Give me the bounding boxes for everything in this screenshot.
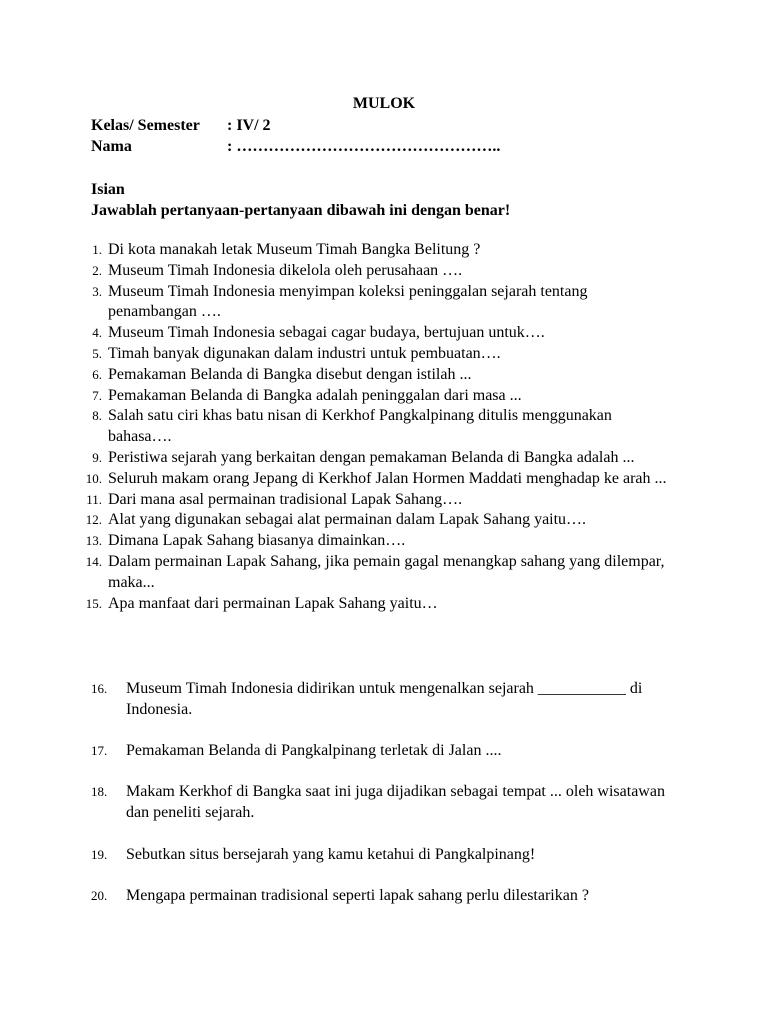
question-item bbox=[0, 323, 768, 344]
question-text: Pemakaman Belanda di Bangka disebut dengan istilah ... bbox=[108, 365, 472, 383]
question-item bbox=[0, 552, 768, 594]
essay-item bbox=[0, 886, 768, 907]
question-item bbox=[0, 261, 768, 282]
question-number: 19. bbox=[91, 847, 108, 862]
question-text: Di kota manakah letak Museum Timah Bangka Belitung ? bbox=[108, 241, 481, 258]
question-number: 2. bbox=[92, 262, 102, 278]
instruction-text: Jawablah pertanyaan-pertanyaan dibawah ini dengan benar! bbox=[91, 202, 511, 219]
section-title: Isian bbox=[91, 181, 125, 198]
essay-item bbox=[0, 845, 768, 866]
page-title: MULOK bbox=[352, 95, 416, 112]
question-text: Sebutkan situs bersejarah yang kamu ketahui di Pangkalpinang! bbox=[126, 846, 536, 863]
question-item bbox=[0, 490, 768, 511]
question-text: Peristiwa sejarah yang berkaitan dengan pemakaman Belanda di Bangka adalah ... bbox=[108, 448, 635, 466]
question-text: Museum Timah Indonesia menyimpan koleksi peninggalan sejarah tentang penambangan …. bbox=[108, 282, 588, 321]
essay-item bbox=[0, 679, 768, 721]
question-text: Timah banyak digunakan dalam industri untuk pembuatan…. bbox=[108, 344, 501, 362]
question-text: Salah satu ciri khas batu nisan di Kerkhof Pangkalpinang ditulis menggunakan bahasa…. bbox=[108, 407, 612, 446]
question-number: 13. bbox=[85, 533, 102, 549]
question-text: Seluruh makam orang Jepang di Kerkhof Jalan Hormen Maddati menghadap ke arah ... bbox=[108, 469, 667, 487]
question-item bbox=[0, 282, 768, 324]
question-number: 15. bbox=[85, 595, 102, 611]
question-text: Museum Timah Indonesia sebagai cagar budaya, bertujuan untuk…. bbox=[108, 324, 545, 342]
essay-item bbox=[0, 782, 768, 824]
question-number: 8. bbox=[92, 408, 102, 424]
question-item bbox=[0, 531, 768, 552]
question-text: Mengapa permainan tradisional seperti lapak sahang perlu dilestarikan ? bbox=[126, 887, 589, 904]
question-number: 17. bbox=[91, 743, 108, 758]
question-number: 20. bbox=[91, 888, 108, 903]
class-semester-label: Kelas/ Semester bbox=[91, 117, 200, 134]
question-text: Museum Timah Indonesia didirikan untuk mengenalkan sejarah ___________ di Indonesia. bbox=[126, 680, 643, 718]
question-item bbox=[0, 448, 768, 469]
question-item bbox=[0, 344, 768, 365]
question-text: Dalam permainan Lapak Sahang, jika pemain gagal menangkap sahang yang dilempar, maka... bbox=[108, 552, 665, 591]
question-text: Museum Timah Indonesia dikelola oleh perusahaan …. bbox=[108, 261, 463, 279]
question-number: 10. bbox=[85, 470, 102, 486]
question-list bbox=[0, 240, 768, 614]
question-number: 18. bbox=[91, 784, 108, 799]
class-semester-value: : IV/ 2 bbox=[227, 117, 271, 134]
question-text: Dimana Lapak Sahang biasanya dimainkan…. bbox=[108, 532, 406, 550]
essay-item bbox=[0, 741, 768, 762]
question-number: 11. bbox=[86, 491, 102, 507]
question-item bbox=[0, 469, 768, 490]
name-label: Nama bbox=[91, 138, 132, 155]
question-text: Alat yang digunakan sebagai alat permainan dalam Lapak Sahang yaitu…. bbox=[108, 511, 587, 529]
question-number: 6. bbox=[92, 366, 102, 382]
name-value: : ………………………………………….. bbox=[227, 138, 501, 155]
question-item bbox=[0, 510, 768, 531]
question-number: 7. bbox=[92, 387, 102, 403]
question-number: 3. bbox=[92, 283, 102, 299]
question-number: 14. bbox=[85, 553, 102, 569]
question-text: Pemakaman Belanda di Bangka adalah peninggalan dari masa ... bbox=[108, 386, 522, 404]
question-number: 12. bbox=[85, 512, 102, 528]
question-number: 5. bbox=[92, 345, 102, 361]
question-number: 9. bbox=[92, 449, 102, 465]
question-number: 16. bbox=[91, 681, 108, 696]
question-item bbox=[0, 240, 768, 261]
question-text: Pemakaman Belanda di Pangkalpinang terletak di Jalan .... bbox=[126, 742, 502, 759]
question-item bbox=[0, 594, 768, 615]
question-text: Dari mana asal permainan tradisional Lapak Sahang…. bbox=[108, 490, 463, 508]
question-text: Makam Kerkhof di Bangka saat ini juga dijadikan sebagai tempat ... oleh wisatawan dan peneliti sejarah. bbox=[126, 783, 665, 821]
question-number: 4. bbox=[92, 325, 102, 341]
question-item bbox=[0, 386, 768, 407]
question-number: 1. bbox=[92, 242, 102, 257]
question-item bbox=[0, 406, 768, 448]
question-text: Apa manfaat dari permainan Lapak Sahang yaitu… bbox=[108, 594, 438, 612]
question-item bbox=[0, 365, 768, 386]
